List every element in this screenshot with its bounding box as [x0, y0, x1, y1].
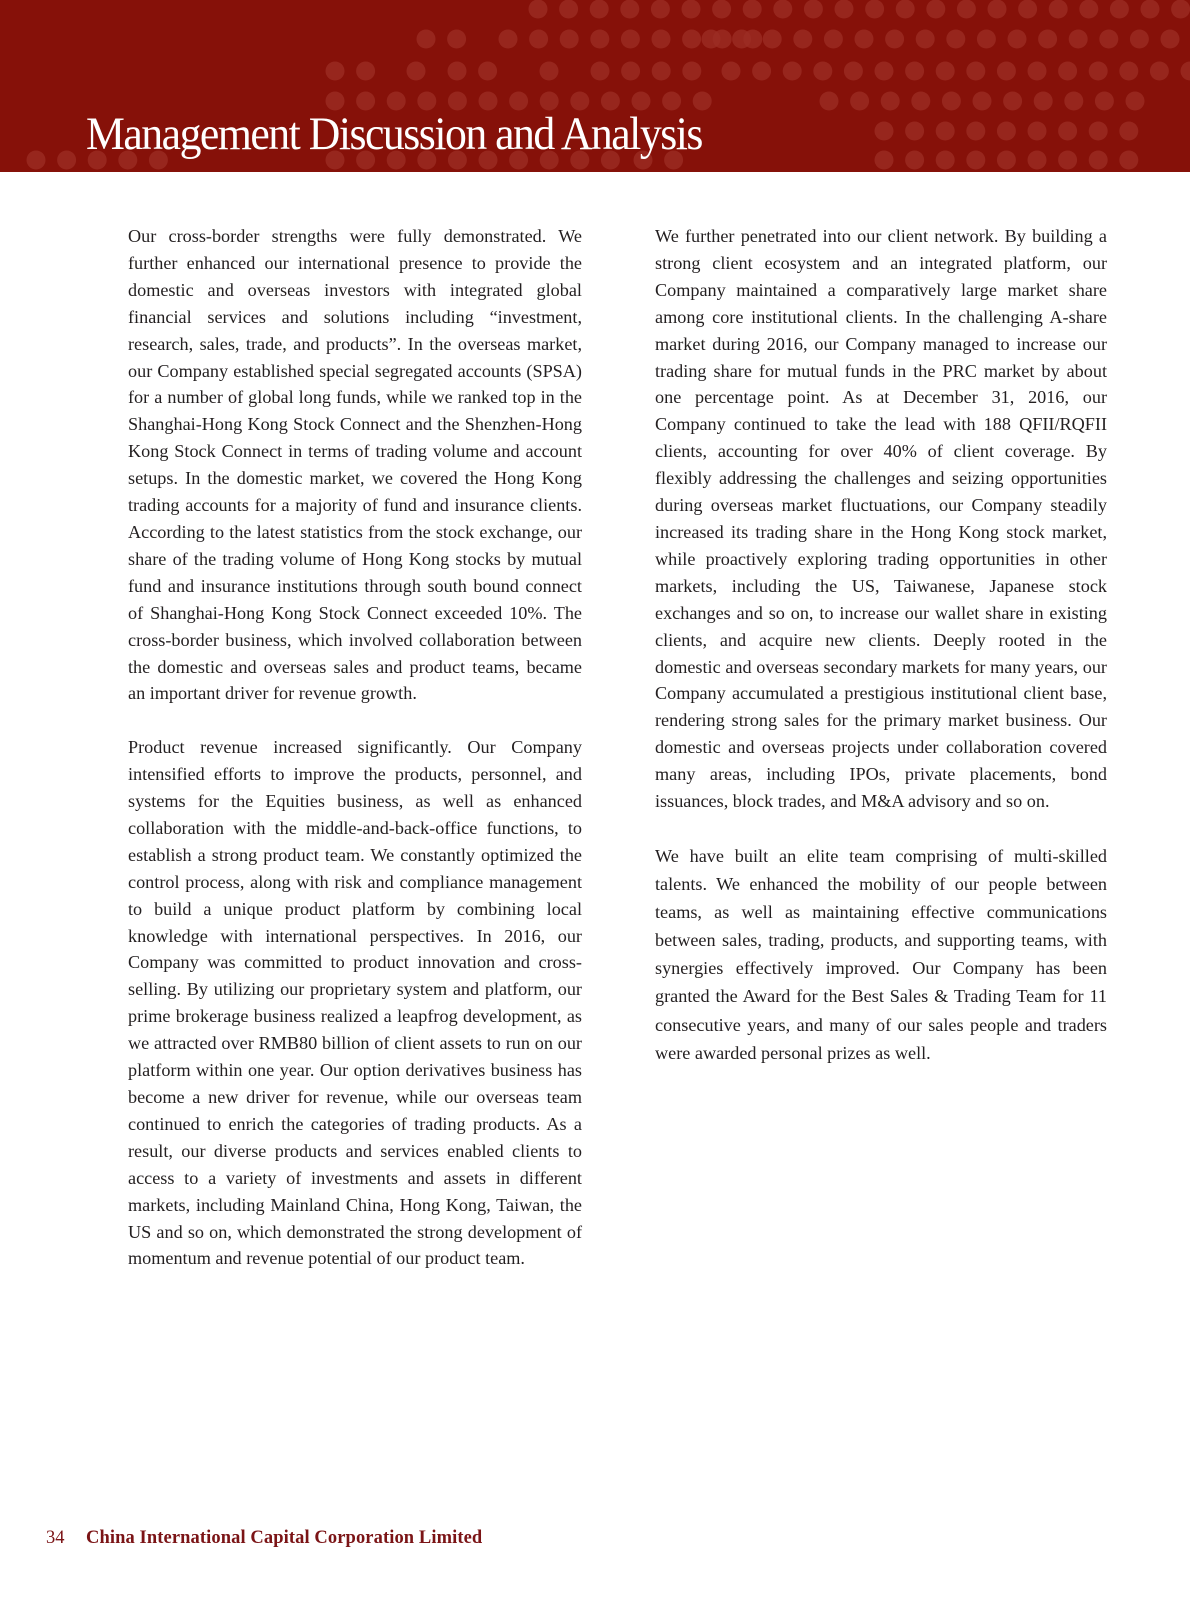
- decorative-dot: [966, 62, 985, 81]
- decorative-dot: [835, 0, 854, 19]
- decorative-dot: [1095, 92, 1114, 111]
- decorative-dot: [1181, 62, 1190, 81]
- decorative-dot: [1099, 30, 1118, 49]
- decorative-dot: [499, 30, 518, 49]
- decorative-dot: [590, 30, 609, 49]
- decorative-dot: [926, 0, 945, 19]
- decorative-dot: [448, 62, 467, 81]
- page-title: Management Discussion and Analysis: [86, 108, 702, 160]
- decorative-dot: [905, 151, 924, 170]
- decorative-dot: [1008, 30, 1027, 49]
- decorative-dot: [1018, 0, 1037, 19]
- decorative-dot: [478, 62, 497, 81]
- decorative-dot: [844, 62, 863, 81]
- decorative-dot: [1028, 122, 1047, 141]
- decorative-dot: [417, 30, 436, 49]
- decorative-dot: [1171, 0, 1190, 19]
- decorative-dot: [997, 62, 1016, 81]
- decorative-dot: [540, 62, 559, 81]
- decorative-dot: [820, 92, 839, 111]
- decorative-dot: [977, 30, 996, 49]
- decorative-dot: [702, 30, 721, 49]
- decorative-dot: [1141, 0, 1160, 19]
- decorative-dot: [529, 30, 548, 49]
- paragraph-cross-border: Our cross-border strengths were fully demonstrated. We further enhanced our international presence to provide the domestic and overseas investors with integrated global financial services and solutions including “investment, research, sales, trade, and products”. In the overseas market, our Company established special segregated accounts (SPSA) for a number of global long funds, while we ranked top in the Shanghai-Hong Kong Stock Connect and the Shenzhen-Hong Kong Stock Connect in terms of trading volume and account setups. In the domestic market, we covered the Hong Kong trading accounts for a majority of fund and insurance clients. According to the latest statistics from the stock exchange, our share of the trading volume of Hong Kong stocks by mutual fund and insurance institutions through south bound connect of Shanghai-Hong Kong Stock Connect exceeded 10%. The cross-border business, which involved collaboration between the domestic and overseas sales and product teams, became an important driver for revenue growth.: [128, 226, 582, 704]
- decorative-dot: [988, 0, 1007, 19]
- decorative-dot: [1069, 30, 1088, 49]
- decorative-dot: [1049, 0, 1068, 19]
- decorative-dot: [559, 0, 578, 19]
- decorative-dot: [682, 62, 701, 81]
- decorative-dot: [1089, 122, 1108, 141]
- decorative-dot: [936, 122, 955, 141]
- decorative-dot: [27, 151, 46, 170]
- decorative-dot: [621, 30, 640, 49]
- decorative-dot: [652, 30, 671, 49]
- decorative-dot: [916, 30, 935, 49]
- decorative-dot: [875, 151, 894, 170]
- decorative-dot: [1058, 122, 1077, 141]
- decorative-dot: [793, 30, 812, 49]
- decorative-dot: [1089, 62, 1108, 81]
- decorative-dot: [875, 122, 894, 141]
- decorative-dot: [855, 30, 874, 49]
- decorative-dot: [997, 122, 1016, 141]
- decorative-dot: [1028, 151, 1047, 170]
- decorative-dot: [620, 0, 639, 19]
- decorative-dot: [905, 122, 924, 141]
- decorative-dot: [722, 62, 741, 81]
- decorative-dot: [743, 0, 762, 19]
- decorative-dot: [1119, 122, 1138, 141]
- decorative-dot: [1003, 92, 1022, 111]
- decorative-dot: [1058, 151, 1077, 170]
- decorative-dot: [997, 151, 1016, 170]
- left-column: [128, 223, 582, 1272]
- decorative-dot: [1028, 62, 1047, 81]
- decorative-dot: [651, 0, 670, 19]
- decorative-dot: [896, 0, 915, 19]
- decorative-dot: [57, 151, 76, 170]
- decorative-dot: [966, 151, 985, 170]
- decorative-dot: [1038, 30, 1057, 49]
- decorative-dot: [1150, 62, 1169, 81]
- decorative-dot: [591, 62, 610, 81]
- decorative-dot: [1058, 62, 1077, 81]
- header-banner: [0, 0, 1190, 172]
- decorative-dot: [942, 92, 961, 111]
- decorative-dot: [946, 30, 965, 49]
- decorative-dot: [1064, 92, 1083, 111]
- decorative-dot: [407, 62, 426, 81]
- decorative-dot: [356, 62, 375, 81]
- decorative-dot: [936, 62, 955, 81]
- decorative-dot: [911, 92, 930, 111]
- decorative-dot: [905, 62, 924, 81]
- decorative-dot: [447, 30, 466, 49]
- decorative-dot: [652, 62, 671, 81]
- footer-company-name: China International Capital Corporation Limited: [86, 1528, 483, 1548]
- paragraph-elite-team: We have built an elite team comprising of multi-skilled talents. We enhanced the mobility of our people between teams, as well as maintaining effective communications between sales, trading, products, and supporting teams, with synergies effectively improved. Our Company has been granted the Award for the Best Sales & Trading Team for 11 consecutive years, and many of our sales people and traders were awarded personal prizes as well.: [655, 845, 1107, 1063]
- decorative-dot: [850, 92, 869, 111]
- decorative-dot: [712, 0, 731, 19]
- decorative-dot: [621, 62, 640, 81]
- decorative-dot: [529, 0, 548, 19]
- page-number: 34: [46, 1528, 65, 1548]
- decorative-dot: [1130, 30, 1149, 49]
- right-column: [655, 223, 1107, 1067]
- decorative-dot: [682, 30, 701, 49]
- decorative-dot: [936, 151, 955, 170]
- decorative-dot: [824, 30, 843, 49]
- decorative-dot: [1034, 92, 1053, 111]
- page-footer: [46, 1528, 482, 1549]
- decorative-dot: [973, 92, 992, 111]
- decorative-dot: [1089, 151, 1108, 170]
- decorative-dot: [783, 62, 802, 81]
- decorative-dot: [957, 0, 976, 19]
- decorative-dot: [732, 30, 751, 49]
- decorative-dot: [865, 0, 884, 19]
- decorative-dot: [1119, 62, 1138, 81]
- decorative-dot: [1079, 0, 1098, 19]
- decorative-dot: [966, 122, 985, 141]
- decorative-dot: [881, 92, 900, 111]
- decorative-dot: [1110, 0, 1129, 19]
- decorative-dot: [752, 62, 771, 81]
- decorative-dot: [885, 30, 904, 49]
- decorative-dot: [1161, 30, 1180, 49]
- paragraph-client-network: We further penetrated into our client network. By building a strong client ecosystem and an integrated platform, our Company maintained a comparatively large market share among core institutional clients. In the challenging A-share market during 2016, our Company managed to increase our trading share for mutual funds in the PRC market by about one percentage point. As at December 31, 2016, our Company continued to take the lead with 188 QFII/RQFII clients, accounting for over 40% of client coverage. By flexibly addressing the challenges and seizing opportunities during overseas market fluctuations, our Company steadily increased its trading share in the Hong Kong stock market, while proactively exploring trading opportunities in other markets, including the US, Taiwanese, Japanese stock exchanges and so on, to increase our wallet share in existing clients, and acquire new clients. Deeply rooted in the domestic and overseas secondary markets for many years, our Company accumulated a prestigious institutional client base, rendering strong sales for the primary market business. Our domestic and overseas projects under collaboration covered many areas, including IPOs, private placements, bond issuances, block trades, and M&A advisory and so on.: [655, 226, 1107, 812]
- decorative-dot: [590, 0, 609, 19]
- decorative-dot: [763, 30, 782, 49]
- decorative-dot: [326, 62, 345, 81]
- decorative-dot: [682, 0, 701, 19]
- decorative-dot: [813, 62, 832, 81]
- paragraph-product-revenue: Product revenue increased significantly. Our Company intensified efforts to improve the products, personnel, and systems for the Equities business, as well as enhanced collaboration with the middle-and-back-office functions, to establish a strong product team. We constantly optimized the control process, along with risk and compliance management to build a unique product platform by combining local knowledge with international perspectives. In 2016, our Company was committed to product innovation and cross-selling. By utilizing our proprietary system and platform, our prime brokerage business realized a leapfrog development, as we attracted over RMB80 billion of client assets to run on our platform within one year. Our option derivatives business has become a new driver for revenue, while our overseas team continued to enrich the categories of trading products. As a result, our diverse products and services enabled clients to access to a variety of investments and assets in different markets, including Mainland China, Hong Kong, Taiwan, the US and so on, which demonstrated the strong development of momentum and revenue potential of our product team.: [128, 737, 582, 1269]
- decorative-dot: [560, 30, 579, 49]
- decorative-dot: [804, 0, 823, 19]
- decorative-dot: [773, 0, 792, 19]
- decorative-dot: [1119, 151, 1138, 170]
- decorative-dot: [1126, 92, 1145, 111]
- decorative-dot: [875, 62, 894, 81]
